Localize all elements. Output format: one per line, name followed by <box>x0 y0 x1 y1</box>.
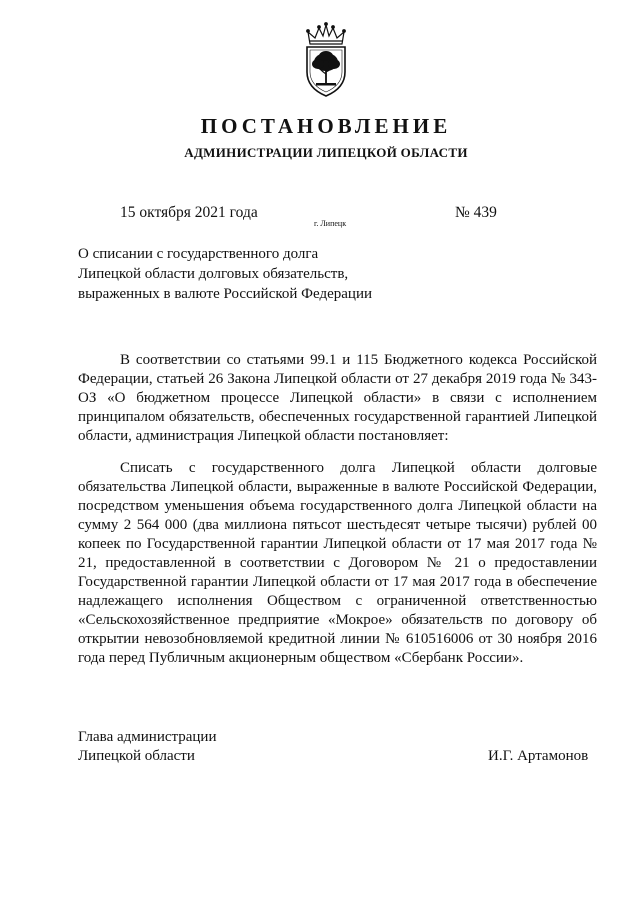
signatory-name: И.Г. Артамонов <box>488 748 589 764</box>
subject-line: выраженных в валюте Российской Федерации <box>78 286 373 302</box>
signatory-position-line: Липецкой области <box>78 748 195 764</box>
document-city: г. Липецк <box>314 219 347 228</box>
coat-of-arms-icon <box>296 20 356 100</box>
signatory-position <box>78 728 216 766</box>
document-title: ПОСТАНОВЛЕНИЕ <box>200 114 452 138</box>
signatory-position-line: Глава администрации <box>78 729 217 745</box>
subject-line: О списании с государственного долга <box>78 246 319 262</box>
document-date: 15 октября 2021 года <box>120 204 258 221</box>
document-number: № 439 <box>455 204 497 221</box>
document-subject <box>78 244 418 304</box>
body-paragraph-resolution: Списать с государственного долга Липецкой области долговые обязательства Липецкой области, выраженные в валюте Российской Федерации, посредством уменьшения объема государственного долга Липецкой области на сумму 2 564 000 (два миллиона пятьсот шестьдесят четыре тысячи) рублей 00 копеек по Государственной гарантии Липецкой области от 17 мая 2017 года № 21, предоставленной в соответствии с Договором № 21 о предоставлении Государственной гарантии Липецкой области от 17 мая 2017 года в обеспечение надлежащего исполнения Обществом с ограниченной ответственностью «Сельскохозяйственное предприятие «Мокрое» обязательств по договору об открытии невозобновляемой кредитной линии № 610516006 от 30 ноября 2016 года перед Публичным акционерным обществом «Сбербанк России». <box>78 460 597 666</box>
document-subtitle: АДМИНИСТРАЦИИ ЛИПЕЦКОЙ ОБЛАСТИ <box>184 145 468 160</box>
body-paragraph-preamble: В соответствии со статьями 99.1 и 115 Бюджетного кодекса Российской Федерации, статьей 26 Закона Липецкой области от 27 декабря 2019 года № 343-ОЗ «О бюджетном процессе Липецкой области» в связи с исполнением принципалом обязательств, обеспеченных государственной гарантией Липецкой области, администрация Липецкой области постановляет: <box>78 352 597 444</box>
subject-line: Липецкой области долговых обязательств, <box>78 266 349 282</box>
